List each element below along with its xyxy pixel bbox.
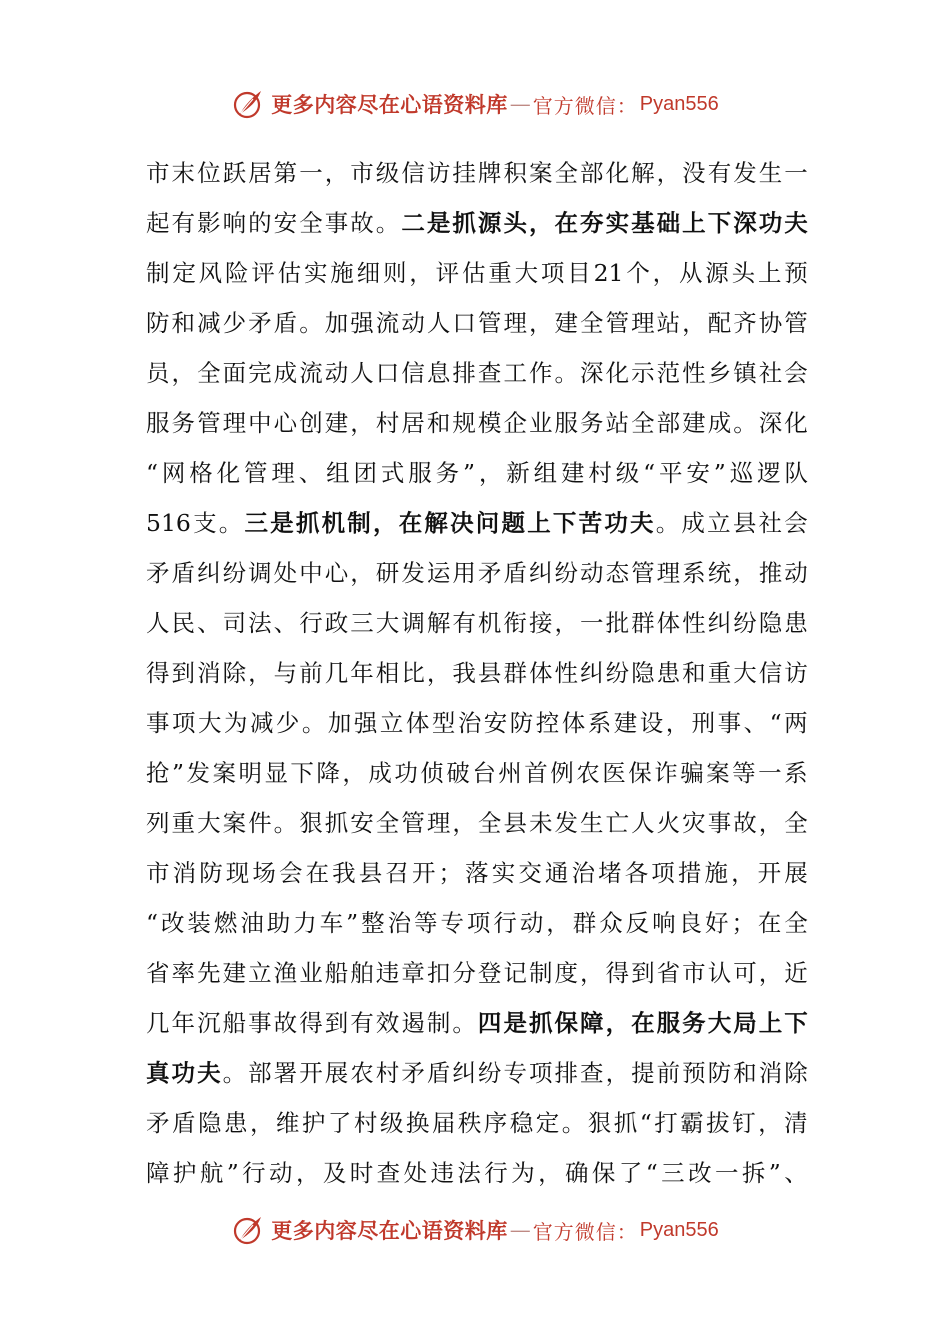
watermark-banner-bottom (0, 1210, 950, 1250)
body-line: 省 率 先 建 立 渔 业 船 舶 违 章 扣 分 登 记 制 度 ， 得 到 省 市 认 可 ， 近 (146, 959, 808, 987)
body-line: 制 定 风 险 评 估 实 施 细 则 ， 评 估 重 大 项 目 21 个 ， 从 源 头 上 预 (146, 259, 808, 287)
watermark-separator: — (509, 1218, 531, 1242)
body-line: 矛 盾 隐 患 ， 维 护 了 村 级 换 届 秩 序 稳 定 。 狠 抓 “ 打 霸 拔 钉 ， 清 (146, 1109, 808, 1137)
body-line: “ 网 格 化 管 理 、 组 团 式 服 务 ” ， 新 组 建 村 级 “ 平 安 ” 巡 逻 队 (146, 459, 808, 487)
body-line: 服 务 管 理 中 心 创 建 ， 村 居 和 规 模 企 业 服 务 站 全 部 建 成 。 深 化 (146, 409, 808, 437)
watermark-banner-top (0, 84, 950, 124)
body-line: 得 到 消 除 ， 与 前 几 年 相 比 ， 我 县 群 体 性 纠 纷 隐 患 和 重 大 信 访 (146, 659, 808, 687)
watermark-account: Pyan556 (639, 1218, 719, 1241)
document-body (146, 148, 808, 1198)
watermark-brand: 更多内容尽在心语资料库 (271, 1218, 508, 1243)
body-line: 几 年 沉 船 事 故 得 到 有 效 遏 制 。 四 是 抓 保 障 ， 在 服 务 大 局 上 下 (146, 1009, 808, 1037)
watermark-account: Pyan556 (639, 92, 719, 115)
body-line: 列 重 大 案 件 。 狠 抓 安 全 管 理 ， 全 县 未 发 生 亡 人 火 灾 事 故 ， 全 (146, 809, 808, 837)
watermark-official-label: 官方微信： (532, 1219, 638, 1244)
body-line: 抢 ” 发 案 明 显 下 降 ， 成 功 侦 破 台 州 首 例 农 医 保 诈 骗 案 等 一 系 (146, 759, 808, 787)
body-line: 障 护 航 ” 行 动 ， 及 时 查 处 违 法 行 为 ， 确 保 了 “ 三 改 一 拆 ” 、 (146, 1159, 808, 1187)
body-line: 真 功 夫 。 部 署 开 展 农 村 矛 盾 纠 纷 专 项 排 查 ， 提 前 预 防 和 消 除 (146, 1059, 808, 1087)
body-line: 防 和 减 少 矛 盾 。 加 强 流 动 人 口 管 理 ， 建 全 管 理 站 ， 配 齐 协 管 (146, 309, 808, 337)
body-line: 起 有 影 响 的 安 全 事 故 。 二 是 抓 源 头 ， 在 夯 实 基 础 上 下 深 功 夫 (146, 209, 808, 237)
watermark-separator: — (509, 92, 531, 116)
body-line: 矛 盾 纠 纷 调 处 中 心 ， 研 发 运 用 矛 盾 纠 纷 动 态 管 理 系 统 ， 推 动 (146, 559, 808, 587)
body-line: 员 ， 全 面 完 成 流 动 人 口 信 息 排 查 工 作 。 深 化 示 范 性 乡 镇 社 会 (146, 359, 808, 387)
body-line: 市 末 位 跃 居 第 一 ， 市 级 信 访 挂 牌 积 案 全 部 化 解 ， 没 有 发 生 一 (146, 159, 808, 187)
quill-pen-in-circle-icon (231, 87, 265, 121)
watermark-official-label: 官方微信： (532, 93, 638, 118)
body-line: 市 消 防 现 场 会 在 我 县 召 开 ； 落 实 交 通 治 堵 各 项 措 施 ， 开 展 (146, 859, 808, 887)
body-line: 人 民 、 司 法 、 行 政 三 大 调 解 有 机 衔 接 ， 一 批 群 体 性 纠 纷 隐 患 (146, 609, 808, 637)
body-line: “ 改 装 燃 油 助 力 车 ” 整 治 等 专 项 行 动 ， 群 众 反 响 良 好 ； 在 全 (146, 909, 808, 937)
body-line: 516 支 。 三 是 抓 机 制 ， 在 解 决 问 题 上 下 苦 功 夫 。 成 立 县 社 会 (146, 509, 808, 537)
watermark-brand: 更多内容尽在心语资料库 (271, 92, 508, 117)
quill-pen-in-circle-icon (231, 1213, 265, 1247)
body-line: 事 项 大 为 减 少 。 加 强 立 体 型 治 安 防 控 体 系 建 设 ， 刑 事 、 “ 两 (146, 709, 808, 737)
